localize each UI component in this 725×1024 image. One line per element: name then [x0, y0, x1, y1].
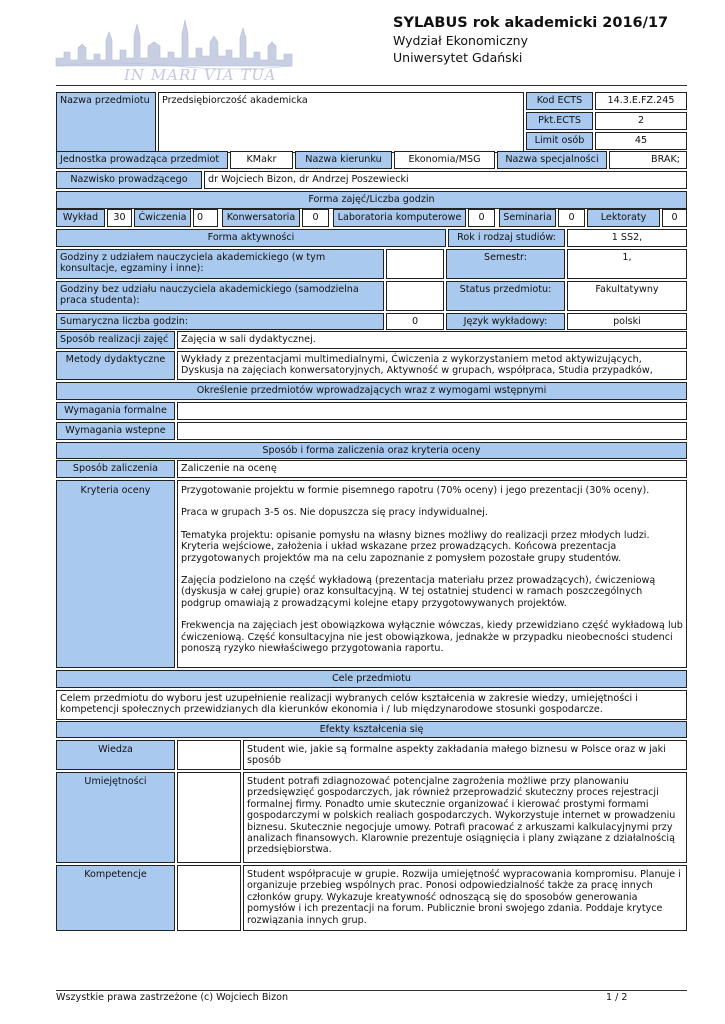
- semester-value: 1,: [567, 249, 687, 279]
- study-year-value: 1 SS2,: [567, 229, 687, 247]
- goals-text: Celem przedmiotu do wyboru jest uzupełnienie realizacji wybranych celów kształcenia w zakresie wiedzy, umiejętności i kompetencji społecznych przewidzianych dla kierunków ekonomia i / lub międzynarodowe stosunki gospodarcze.: [56, 690, 687, 720]
- exercises-hours: 0: [193, 209, 218, 227]
- course-name-value: Przedsiębiorczość akademicka: [158, 92, 524, 153]
- course-name-label: Nazwa przedmiotu: [56, 92, 156, 153]
- realization-label: Sposób realizacji zajęć: [56, 331, 175, 349]
- assessment-method-label: Sposób zaliczenia: [56, 460, 175, 478]
- outcome-knowledge-text: Student wie, jakie są formalne aspekty zakładania małego biznesu w Polsce oraz w jaki sposób: [243, 740, 687, 770]
- total-hours-label: Sumaryczna liczba godzin:: [56, 313, 384, 330]
- realization-value: Zajęcia w sali dydaktycznej.: [177, 331, 687, 349]
- contact-hours-value: [386, 249, 444, 279]
- seminars-label: Seminaria: [499, 209, 556, 227]
- language-classes-hours: 0: [662, 209, 687, 227]
- grading-criteria-value: [177, 480, 687, 668]
- assessment-method-value: Zaliczenie na ocenę: [177, 460, 687, 478]
- assessment-header: Sposób i forma zaliczenia oraz kryteria oceny: [56, 442, 687, 459]
- formal-requirements-value: [177, 402, 687, 420]
- criteria-paragraph: Zajęcia podzielono na część wykładową (prezentacja materiału przez prowadzących), ćwiczeniową (dyskusja w całej grupie) oraz konsultacyjną. W tej ostatniej studenci w ramach poszczególnych podgrup omawiają z prowadzącymi kolejne etapy przygotowywanych projektów.: [181, 575, 656, 609]
- formal-requirements-label: Wymagania formalne: [56, 402, 175, 420]
- goals-header: Cele przedmiotu: [56, 670, 687, 688]
- faculty-name: Wydział Ekonomiczny: [393, 33, 529, 48]
- initial-requirements-value: [177, 422, 687, 440]
- lecture-hours: 30: [107, 209, 132, 227]
- outcome-skills-text: Student potrafi zdiagnozować potencjalne zagrożenia możliwe przy planowaniu przedsięwzięć gospodarczych, jak również przeprowadzić skuteczny proces rejestracji formalnej firmy. Ponadto umie skutecznie organizować i kierować prostymi formami gospodarczymi w polskich realiach gospodarczych. Wykorzystuje internet w prowadzeniu biznesu. Skutecznie negocjuje umowy. Potrafi pracować z arkuszami kalkulacyjnymi przy analizach finansowych. Klarownie prezentuje osiągnięcia i plany związane z działalnością przedsiębiorstwa.: [243, 772, 687, 863]
- self-study-hours-label: Godziny bez udziału nauczyciela akademickiego (samodzielna praca studenta):: [56, 281, 384, 311]
- copyright-notice: Wszystkie prawa zastrzeżone (c) Wojciech Bizon: [56, 992, 289, 1003]
- initial-requirements-label: Wymagania wstepne: [56, 422, 175, 440]
- criteria-paragraph: Frekwencja na zajęciach jest obowiązkowa wyłącznie wówczas, kiedy przewidziano część wykładową lub ćwiczeniową. Część konsultacyjna nie jest obowiązkowa, jednakże w przypadku nieobecności studenci ponoszą ryzyko niewłaściwego przygotowania raportu.: [181, 620, 683, 655]
- ects-points-value: 2: [595, 112, 687, 130]
- study-year-label: Rok i rodzaj studiów:: [448, 229, 565, 247]
- language-value: polski: [567, 313, 687, 330]
- page-number: 1 / 2: [606, 992, 628, 1003]
- university-logo: [54, 14, 294, 84]
- course-status-value: Fakultatywny: [567, 281, 687, 311]
- footer-divider: [56, 990, 687, 991]
- city-skyline-icon: [54, 14, 294, 84]
- computer-lab-hours: 0: [468, 209, 495, 227]
- lecture-label: Wykład: [56, 209, 105, 227]
- major-value: Ekonomia/MSG: [394, 151, 495, 169]
- major-label: Nazwa kierunku: [295, 151, 392, 169]
- contact-hours-label: Godziny z udziałem nauczyciela akademickiego (w tym konsultacje, egzaminy i inne):: [56, 249, 384, 279]
- criteria-paragraph: Praca w grupach 3-5 os. Nie dopuszcza się pracy indywidualnej.: [181, 507, 488, 519]
- activity-header: Forma aktywności: [56, 229, 446, 247]
- criteria-paragraph: Przygotowanie projektu w formie pisemnego rapotru (70% oceny) i jego prezentacji (30% oceny).: [181, 485, 650, 496]
- teaching-methods-label: Metody dydaktyczne: [56, 351, 175, 380]
- seminars-hours: 0: [558, 209, 585, 227]
- outcome-skills-code: [177, 772, 241, 863]
- svg-text:IN MARI VIA TUA: IN MARI VIA TUA: [124, 66, 277, 84]
- person-limit-label: Limit osób: [526, 132, 593, 150]
- lecturer-label: Nazwisko prowadzącego: [56, 171, 202, 189]
- unit-value: KMakr: [230, 151, 293, 169]
- unit-label: Jednostka prowadząca przedmiot: [56, 151, 228, 169]
- outcome-knowledge-label: Wiedza: [56, 740, 175, 770]
- semester-label: Semestr:: [446, 249, 565, 279]
- specialization-label: Nazwa specjalności: [497, 151, 607, 169]
- language-label: Język wykładowy:: [446, 313, 565, 330]
- conversatory-label: Konwersatoria: [222, 209, 300, 227]
- header-divider: [56, 85, 687, 86]
- outcome-competences-label: Kompetencje: [56, 865, 175, 931]
- exercises-label: Ćwiczenia: [134, 209, 191, 227]
- computer-lab-label: Laboratoria komputerowe: [333, 209, 466, 227]
- course-status-label: Status przedmiotu:: [446, 281, 565, 311]
- syllabus-title: SYLABUS rok akademicki 2016/17: [393, 15, 669, 31]
- outcome-competences-text: Student współpracuje w grupie. Rozwija umiejętność wypracowania kompromisu. Planuje i organizuje przebieg wspólnych prac. Ponosi odpowiedzialność także za pracę innych członków grupy. Wykazuje kreatywność odnoszącą się do sposobów generowania pomysłów i ich prezentacji na forum. Publicznie broni swojego zdania. Poddaje krytyce rozwiązania innych grup.: [243, 865, 687, 931]
- prerequisites-header: Określenie przedmiotów wprowadzających wraz z wymogami wstępnymi: [56, 382, 687, 400]
- ects-code-label: Kod ECTS: [526, 92, 593, 110]
- total-hours-value: 0: [386, 313, 444, 330]
- university-name: Uniwersytet Gdański: [393, 50, 523, 65]
- class-forms-header: Forma zajęć/Liczba godzin: [56, 191, 687, 209]
- outcome-competences-code: [177, 865, 241, 931]
- conversatory-hours: 0: [302, 209, 329, 227]
- self-study-hours-value: [386, 281, 444, 311]
- specialization-value: BRAK;: [609, 151, 687, 169]
- ects-code-value: 14.3.E.FZ.245: [595, 92, 687, 110]
- teaching-methods-value: Wykłady z prezentacjami multimedialnymi, Ćwiczenia z wykorzystaniem metod aktywizujących, Dyskusja na zajęciach konwersatoryjnych, Aktywność w grupach, współpraca, Studia przypadków,: [177, 351, 687, 380]
- ects-points-label: Pkt.ECTS: [526, 112, 593, 130]
- lecturer-value: dr Wojciech Bizon, dr Andrzej Poszewiecki: [204, 171, 687, 189]
- outcome-skills-label: Umiejętności: [56, 772, 175, 863]
- grading-criteria-label: Kryteria oceny: [56, 480, 175, 668]
- person-limit-value: 45: [595, 132, 687, 150]
- outcome-knowledge-code: [177, 740, 241, 770]
- language-classes-label: Lektoraty: [587, 209, 660, 227]
- criteria-paragraph: Tematyka projektu: opisanie pomysłu na własny biznes możliwy do realizacji przez młodych ludzi. Kryteria wejściowe, założenia i układ wskazane przez prowadzących. Końcowa prezentacja przygotowanych projektów ma na celu zapoznanie z pomysłem pozostałe grupy studentów.: [181, 529, 650, 564]
- outcomes-header: Efekty kształcenia się: [56, 721, 687, 738]
